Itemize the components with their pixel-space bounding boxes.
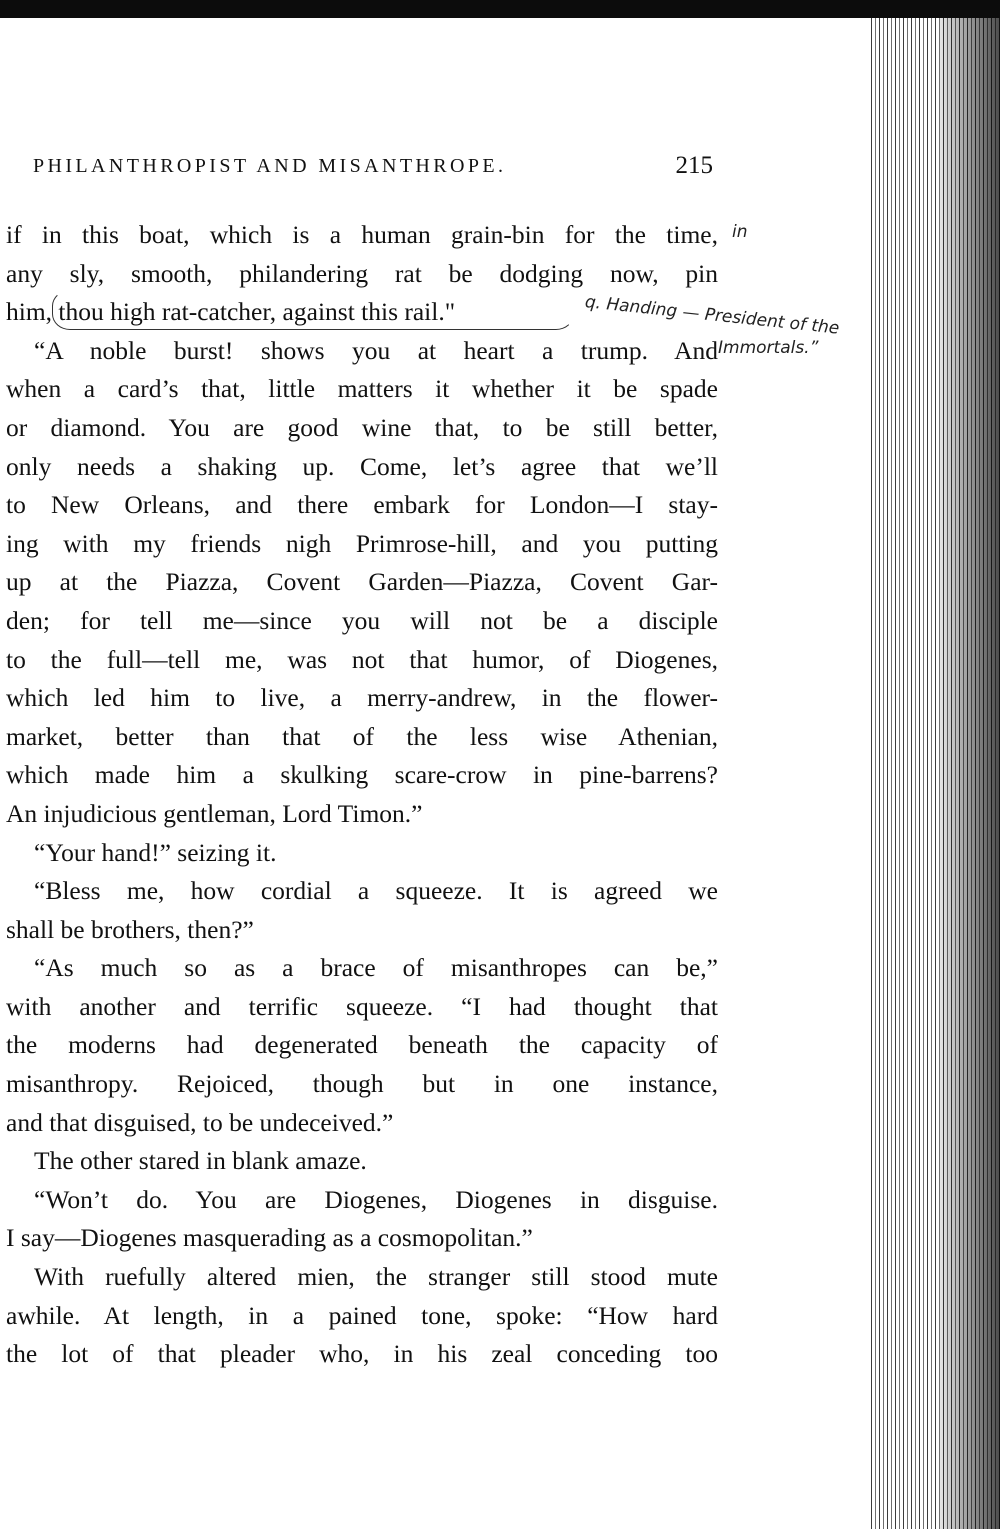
text-line: “Won’t do. You are Diogenes, Diogenes in disguise. (34, 1184, 718, 1214)
body-text (6, 216, 718, 1374)
text-line: “As much so as a brace of misanthropes can be,” (34, 953, 718, 983)
text-line: ing with my friends nigh Primrose-hill, and you putting (6, 528, 718, 558)
text-line: “A noble burst! shows you at heart a trump. And (34, 335, 718, 365)
margin-note-immortals: Immortals.” (718, 338, 819, 358)
text-line: den; for tell me—since you will not be a disciple (6, 605, 718, 635)
text-line: to New Orleans, and there embark for London—I stay- (6, 490, 718, 520)
text-line: With ruefully altered mien, the stranger still stood mute (34, 1262, 718, 1292)
text-line: him, thou high rat-catcher, against this rail." (6, 297, 456, 327)
text-line: if in this boat, which is a human grain-bin for the time, (6, 220, 718, 249)
text-line: which led him to live, a merry-andrew, in the flower- (6, 683, 718, 713)
text-line: which made him a skulking scare-crow in pine-barrens? (6, 760, 718, 790)
text-line: The other stared in blank amaze. (34, 1146, 367, 1176)
running-head-title: PHILANTHROPIST AND MISANTHROPE. (33, 155, 507, 177)
text-line: the lot of that pleader who, in his zeal conceding too (6, 1339, 718, 1369)
text-line: any sly, smooth, philandering rat be dodging now, pin (6, 258, 718, 288)
text-line: shall be brothers, then?” (6, 914, 254, 944)
text-line: with another and terrific squeeze. “I had thought that (6, 991, 718, 1021)
margin-note-handing: q. Handing — President of the (583, 292, 841, 339)
text-line: I say—Diogenes masquerading as a cosmopolitan.” (6, 1223, 533, 1253)
text-line: market, better than that of the less wise Athenian, (6, 721, 718, 751)
text-line: when a card’s that, little matters it whether it be spade (6, 374, 718, 404)
text-line: An injudicious gentleman, Lord Timon.” (6, 798, 423, 828)
text-line: only needs a shaking up. Come, let’s agree that we’ll (6, 451, 718, 481)
page-number: 215 (675, 152, 713, 179)
text-line: to the full—tell me, was not that humor, of Diogenes, (6, 644, 718, 674)
text-line: the moderns had degenerated beneath the capacity of (6, 1030, 718, 1060)
text-line: or diamond. You are good wine that, to be still better, (6, 412, 718, 442)
text-line: “Your hand!” seizing it. (34, 837, 277, 867)
page-top-edge (0, 0, 1000, 18)
text-line: “Bless me, how cordial a squeeze. It is agreed we (34, 876, 718, 906)
text-line: misanthropy. Rejoiced, though but in one instance, (6, 1069, 718, 1099)
binding-shadow (940, 18, 1000, 1529)
text-line: and that disguised, to be undeceived.” (6, 1107, 394, 1137)
text-line: awhile. At length, in a pained tone, spoke: “How hard (6, 1300, 718, 1330)
margin-note-in: in (732, 222, 748, 242)
running-head (33, 152, 713, 185)
text-line: up at the Piazza, Covent Garden—Piazza, Covent Gar- (6, 567, 718, 597)
